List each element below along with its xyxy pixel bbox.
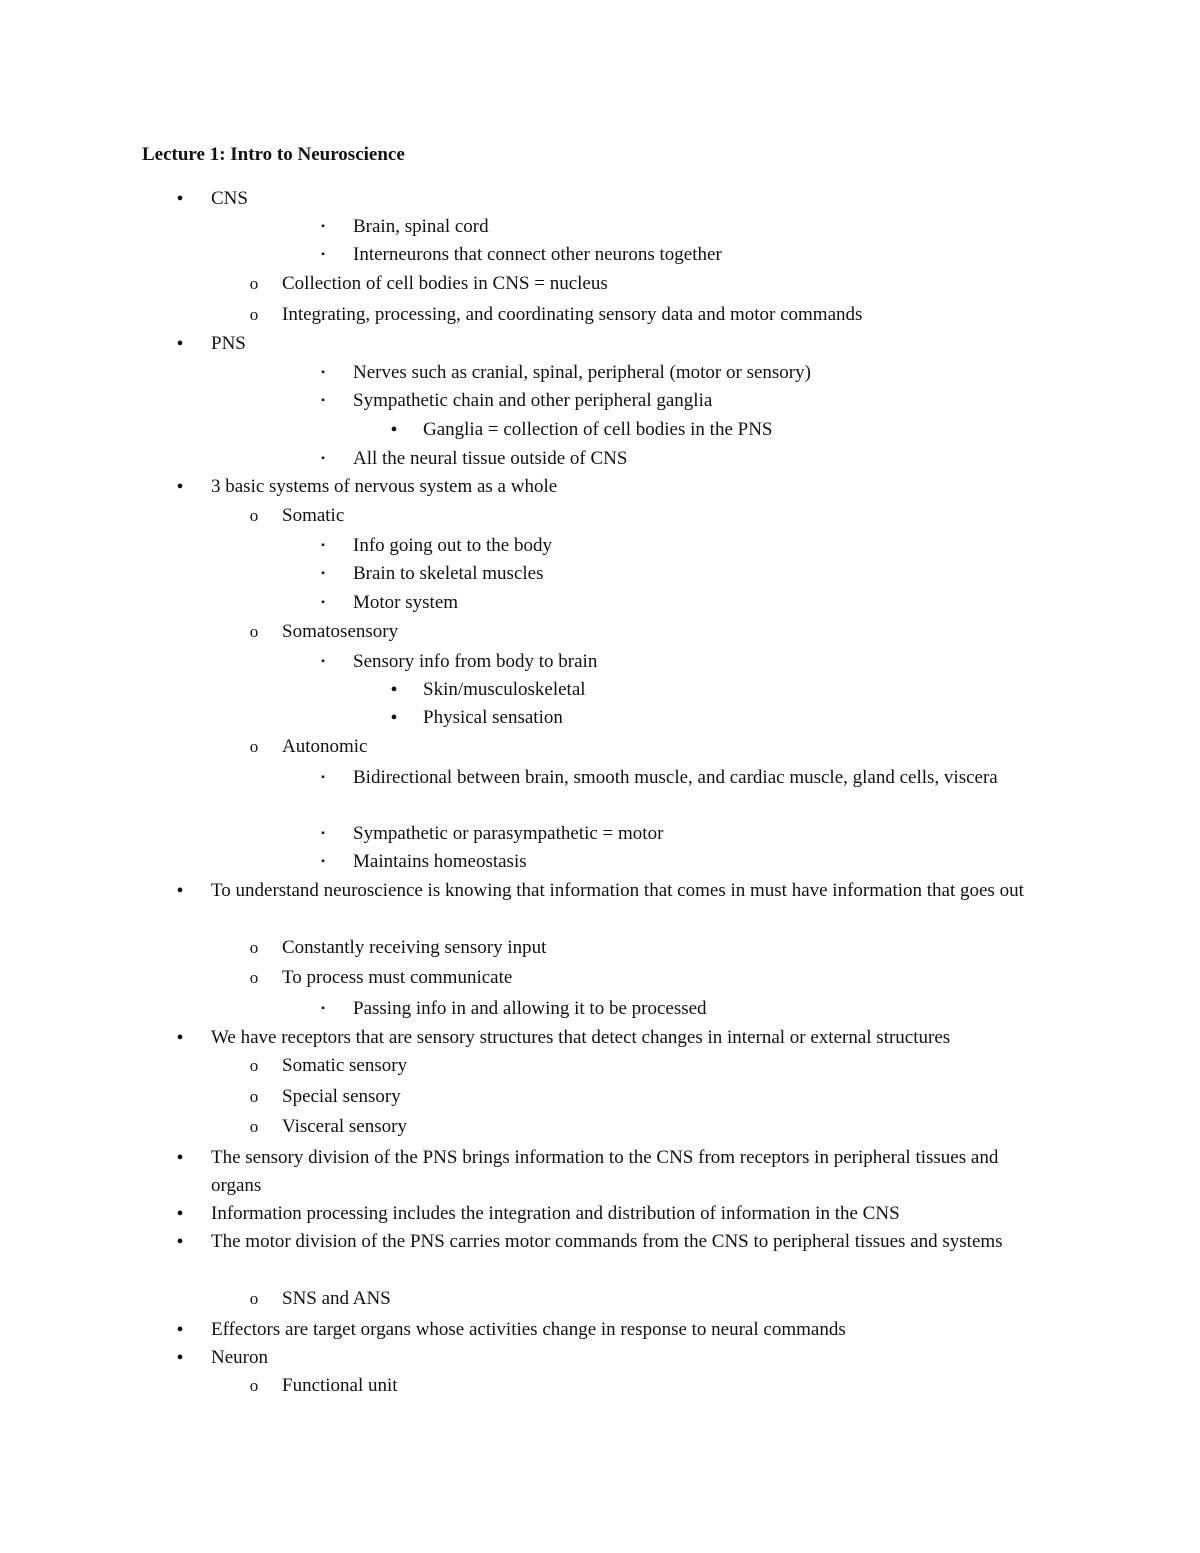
bullet-marker: ▪	[321, 395, 325, 406]
bullet-marker: ▪	[321, 568, 325, 579]
list-item-text: CNS	[211, 188, 248, 209]
list-item-text: Integrating, processing, and coordinating sensory data and motor commands	[282, 304, 863, 325]
bullet-marker: ▪	[321, 856, 325, 867]
list-item-text: Neuron	[211, 1347, 268, 1368]
list-item-text: Passing info in and allowing it to be processed	[353, 998, 707, 1019]
list-item-text: Interneurons that connect other neurons together	[353, 244, 722, 265]
bullet-marker: ▪	[321, 249, 325, 260]
bullet-marker: •	[390, 419, 398, 441]
list-item-text: Sympathetic or parasympathetic = motor	[353, 823, 664, 844]
bullet-marker: •	[390, 707, 398, 729]
bullet-marker: o	[249, 1117, 259, 1136]
list-item-text: Ganglia = collection of cell bodies in the PNS	[423, 419, 773, 440]
list-item-text: We have receptors that are sensory structures that detect changes in internal or external structures	[211, 1027, 951, 1048]
bullet-marker: o	[249, 938, 259, 957]
list-item-text: The motor division of the PNS carries motor commands from the CNS to peripheral tissues and systems	[211, 1231, 1003, 1252]
bullet-marker: •	[390, 679, 398, 701]
list-item-text: Information processing includes the integration and distribution of information in the CNS	[211, 1203, 900, 1224]
list-item-text: Collection of cell bodies in CNS = nucleus	[282, 273, 608, 294]
bullet-marker: o	[249, 506, 259, 525]
list-item-text: 3 basic systems of nervous system as a whole	[211, 476, 558, 497]
list-item-text: All the neural tissue outside of CNS	[353, 448, 628, 469]
page-title: Lecture 1: Intro to Neuroscience	[142, 144, 405, 165]
bullet-marker: ▪	[321, 453, 325, 464]
list-item-text: Sympathetic chain and other peripheral ganglia	[353, 390, 713, 411]
list-item-text: The sensory division of the PNS brings information to the CNS from receptors in peripheral tissues and organs	[211, 1147, 999, 1196]
bullet-marker: ▪	[321, 1003, 325, 1014]
list-item-text: Physical sensation	[423, 707, 563, 728]
bullet-marker: •	[176, 476, 184, 498]
list-item-text: Somatosensory	[282, 621, 399, 642]
bullet-marker: •	[176, 1147, 184, 1169]
list-item-text: Constantly receiving sensory input	[282, 937, 547, 958]
bullet-marker: ▪	[321, 828, 325, 839]
list-item-text: Somatic	[282, 505, 345, 526]
list-item-text: Maintains homeostasis	[353, 851, 527, 872]
bullet-marker: ▪	[321, 367, 325, 378]
list-item-text: SNS and ANS	[282, 1288, 391, 1309]
bullet-marker: o	[249, 737, 259, 756]
bullet-marker: •	[176, 880, 184, 902]
bullet-marker: o	[249, 1087, 259, 1106]
list-item-text: Skin/musculoskeletal	[423, 679, 586, 700]
bullet-marker: •	[176, 333, 184, 355]
list-item-text: Nerves such as cranial, spinal, peripheral (motor or sensory)	[353, 362, 811, 383]
bullet-marker: o	[249, 1289, 259, 1308]
list-item-text: Special sensory	[282, 1086, 401, 1107]
list-item-text: To process must communicate	[282, 967, 513, 988]
list-item-text: Bidirectional between brain, smooth muscle, and cardiac muscle, gland cells, viscera	[353, 767, 998, 788]
list-item-text: Motor system	[353, 592, 459, 613]
bullet-marker: •	[176, 188, 184, 210]
list-item-text: Somatic sensory	[282, 1055, 408, 1076]
bullet-marker: •	[176, 1231, 184, 1253]
list-item-text: Visceral sensory	[282, 1116, 407, 1137]
bullet-marker: o	[249, 274, 259, 293]
bullet-marker: ▪	[321, 656, 325, 667]
bullet-marker: o	[249, 1376, 259, 1395]
list-item-text: Brain to skeletal muscles	[353, 563, 544, 584]
bullet-marker: •	[176, 1203, 184, 1225]
list-item-text: Sensory info from body to brain	[353, 651, 598, 672]
list-item-text: PNS	[211, 333, 246, 354]
bullet-marker: ▪	[321, 772, 325, 783]
bullet-marker: o	[249, 968, 259, 987]
list-item-text: Functional unit	[282, 1375, 398, 1396]
list-item-text: Info going out to the body	[353, 535, 552, 556]
bullet-marker: o	[249, 305, 259, 324]
bullet-marker: •	[176, 1319, 184, 1341]
bullet-marker: ▪	[321, 221, 325, 232]
bullet-marker: •	[176, 1027, 184, 1049]
bullet-marker: o	[249, 622, 259, 641]
list-item-text: Effectors are target organs whose activities change in response to neural commands	[211, 1319, 846, 1340]
list-item-text: To understand neuroscience is knowing that information that comes in must have information that goes out	[211, 880, 1024, 901]
list-item-text: Brain, spinal cord	[353, 216, 489, 237]
bullet-marker: •	[176, 1347, 184, 1369]
bullet-marker: ▪	[321, 597, 325, 608]
bullet-marker: o	[249, 1056, 259, 1075]
bullet-marker: ▪	[321, 540, 325, 551]
list-item-text: Autonomic	[282, 736, 368, 757]
